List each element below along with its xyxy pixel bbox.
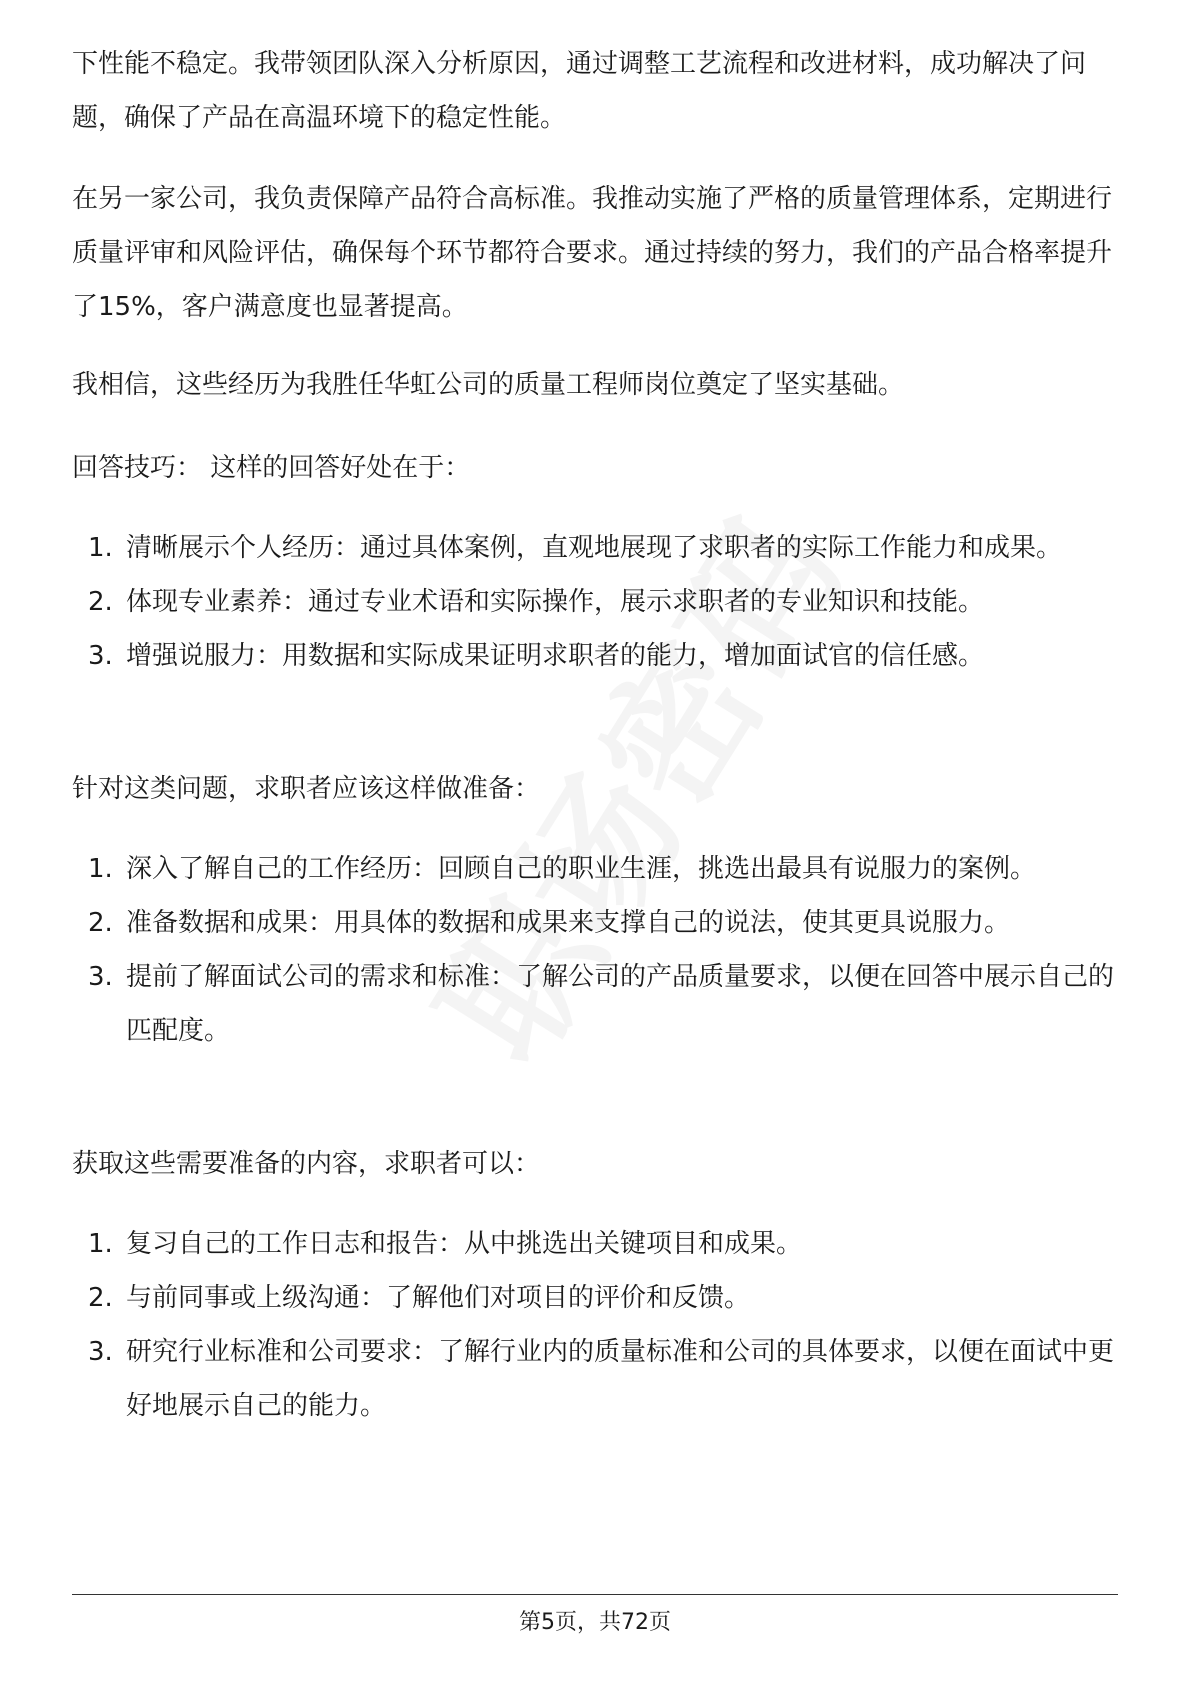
list-number: 3. (88, 1337, 113, 1367)
preparation-list (72, 842, 1118, 1058)
list-number: 3. (88, 641, 113, 671)
answer-tips-heading: 回答技巧： 这样的回答好处在于： (72, 453, 471, 483)
list-text: 准备数据和成果：用具体的数据和成果来支撑自己的说法，使其更具说服力。 (126, 908, 1011, 938)
acquisition-list (72, 1217, 1118, 1433)
list-item (72, 950, 1116, 1058)
document-page (72, 0, 1118, 1684)
paragraph-3: 我相信，这些经历为我胜任华虹公司的质量工程师岗位奠定了坚实基础。 (72, 370, 905, 400)
list-item (72, 842, 1116, 896)
list-number: 1. (88, 1229, 113, 1259)
list-item (72, 629, 1116, 683)
list-text: 复习自己的工作日志和报告：从中挑选出关键项目和成果。 (126, 1229, 803, 1259)
list-text: 提前了解面试公司的需求和标准：了解公司的产品质量要求，以便在回答中展示自己的匹配度。 (126, 962, 1115, 1046)
list-number: 2. (88, 908, 113, 938)
list-number: 1. (88, 854, 113, 884)
list-item (72, 1271, 1116, 1325)
list-text: 体现专业素养：通过专业术语和实际操作，展示求职者的专业知识和技能。 (126, 587, 985, 617)
list-item (72, 1325, 1116, 1433)
list-number: 3. (88, 962, 113, 992)
list-item (72, 896, 1116, 950)
list-item (72, 521, 1116, 575)
list-text: 与前同事或上级沟通：了解他们对项目的评价和反馈。 (126, 1283, 751, 1313)
answer-tips-list (72, 521, 1118, 683)
list-number: 2. (88, 1283, 113, 1313)
page-number: 第5页，共72页 (519, 1610, 671, 1635)
preparation-heading: 针对这类问题，求职者应该这样做准备： (72, 774, 541, 804)
list-number: 1. (88, 533, 113, 563)
list-text: 清晰展示个人经历：通过具体案例，直观地展现了求职者的实际工作能力和成果。 (126, 533, 1063, 563)
acquisition-heading: 获取这些需要准备的内容，求职者可以： (72, 1149, 541, 1179)
paragraph-2: 在另一家公司，我负责保障产品符合高标准。我推动实施了严格的质量管理体系，定期进行质量评审和风险评估，确保每个环节都符合要求。通过持续的努力，我们的产品合格率提升了15%，客户满意度也显著提高。 (72, 184, 1113, 322)
list-item (72, 575, 1116, 629)
list-text: 研究行业标准和公司要求：了解行业内的质量标准和公司的具体要求，以便在面试中更好地展示自己的能力。 (126, 1337, 1115, 1421)
list-number: 2. (88, 587, 113, 617)
list-text: 增强说服力：用数据和实际成果证明求职者的能力，增加面试官的信任感。 (126, 641, 985, 671)
list-text: 深入了解自己的工作经历：回顾自己的职业生涯，挑选出最具有说服力的案例。 (126, 854, 1037, 884)
list-item (72, 1217, 1116, 1271)
paragraph-1: 下性能不稳定。我带领团队深入分析原因，通过调整工艺流程和改进材料，成功解决了问题，确保了产品在高温环境下的稳定性能。 (72, 49, 1087, 133)
footer-divider (72, 1594, 1118, 1595)
